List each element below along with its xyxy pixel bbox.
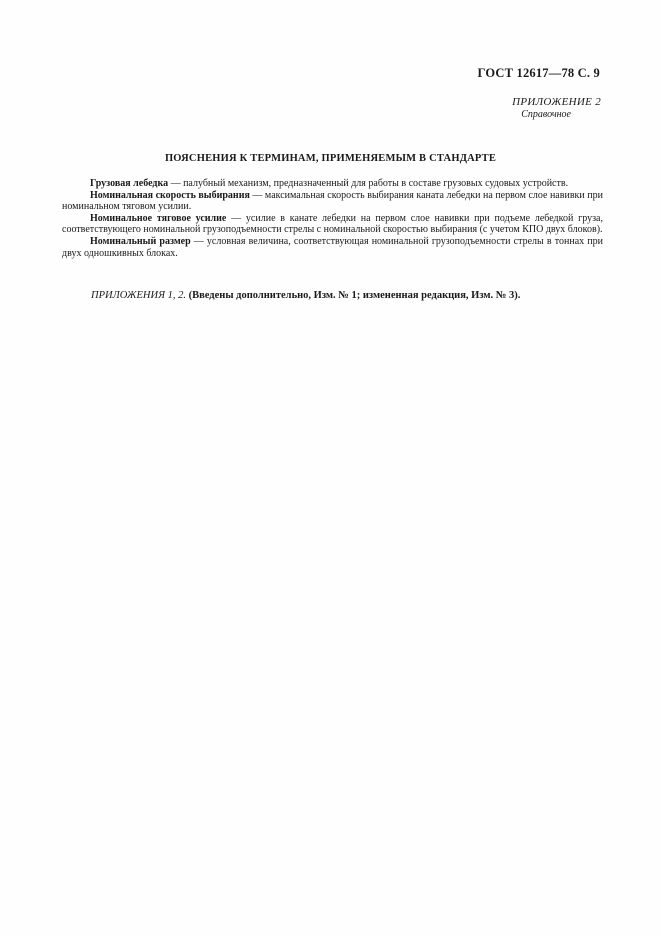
definition-term: Номинальное тяговое усилие — [90, 212, 227, 224]
appendix-type: Справочное — [521, 109, 571, 120]
appendix-title: ПРИЛОЖЕНИЕ 2 — [512, 96, 601, 108]
appendix-heading — [481, 96, 601, 120]
definition-text: — условная величина, соответствующая номинальной грузоподъемности стрелы в тоннах при двух одношкивных блоках. — [62, 235, 603, 259]
amendment-note — [91, 290, 520, 301]
section-title: ПОЯСНЕНИЯ К ТЕРМИНАМ, ПРИМЕНЯЕМЫМ В СТАНДАРТЕ — [164, 153, 497, 164]
amendment-label: ПРИЛОЖЕНИЯ 1, 2. — [91, 290, 186, 301]
definition-item — [62, 213, 603, 236]
definition-term: Грузовая лебедка — [90, 178, 169, 189]
definition-item — [62, 236, 603, 259]
definitions-list — [62, 178, 603, 259]
definition-text: — палубный механизм, предназначенный для работы в составе грузовых судовых устройств. — [168, 178, 569, 189]
definition-item — [62, 190, 603, 213]
definition-text: — усилие в канате лебедки на первом слое навивки при подъеме лебедкой груза, соответствующего номинальной грузоподъемности стрелы с номинальной скоростью выбирания (с учетом КПО двух блоков). — [62, 212, 603, 236]
definition-item — [62, 178, 603, 190]
amendment-text: (Введены дополнительно, Изм. № 1; измененная редакция, Изм. № 3). — [185, 290, 521, 301]
standard-reference: ГОСТ 12617—78 С. 9 — [477, 66, 600, 80]
definition-text: — максимальная скорость выбирания каната лебедки на первом слое навивки при номинальном тяговом усилии. — [62, 189, 603, 213]
definition-term: Номинальная скорость выбирания — [90, 189, 250, 201]
definition-term: Номинальный размер — [90, 235, 191, 247]
